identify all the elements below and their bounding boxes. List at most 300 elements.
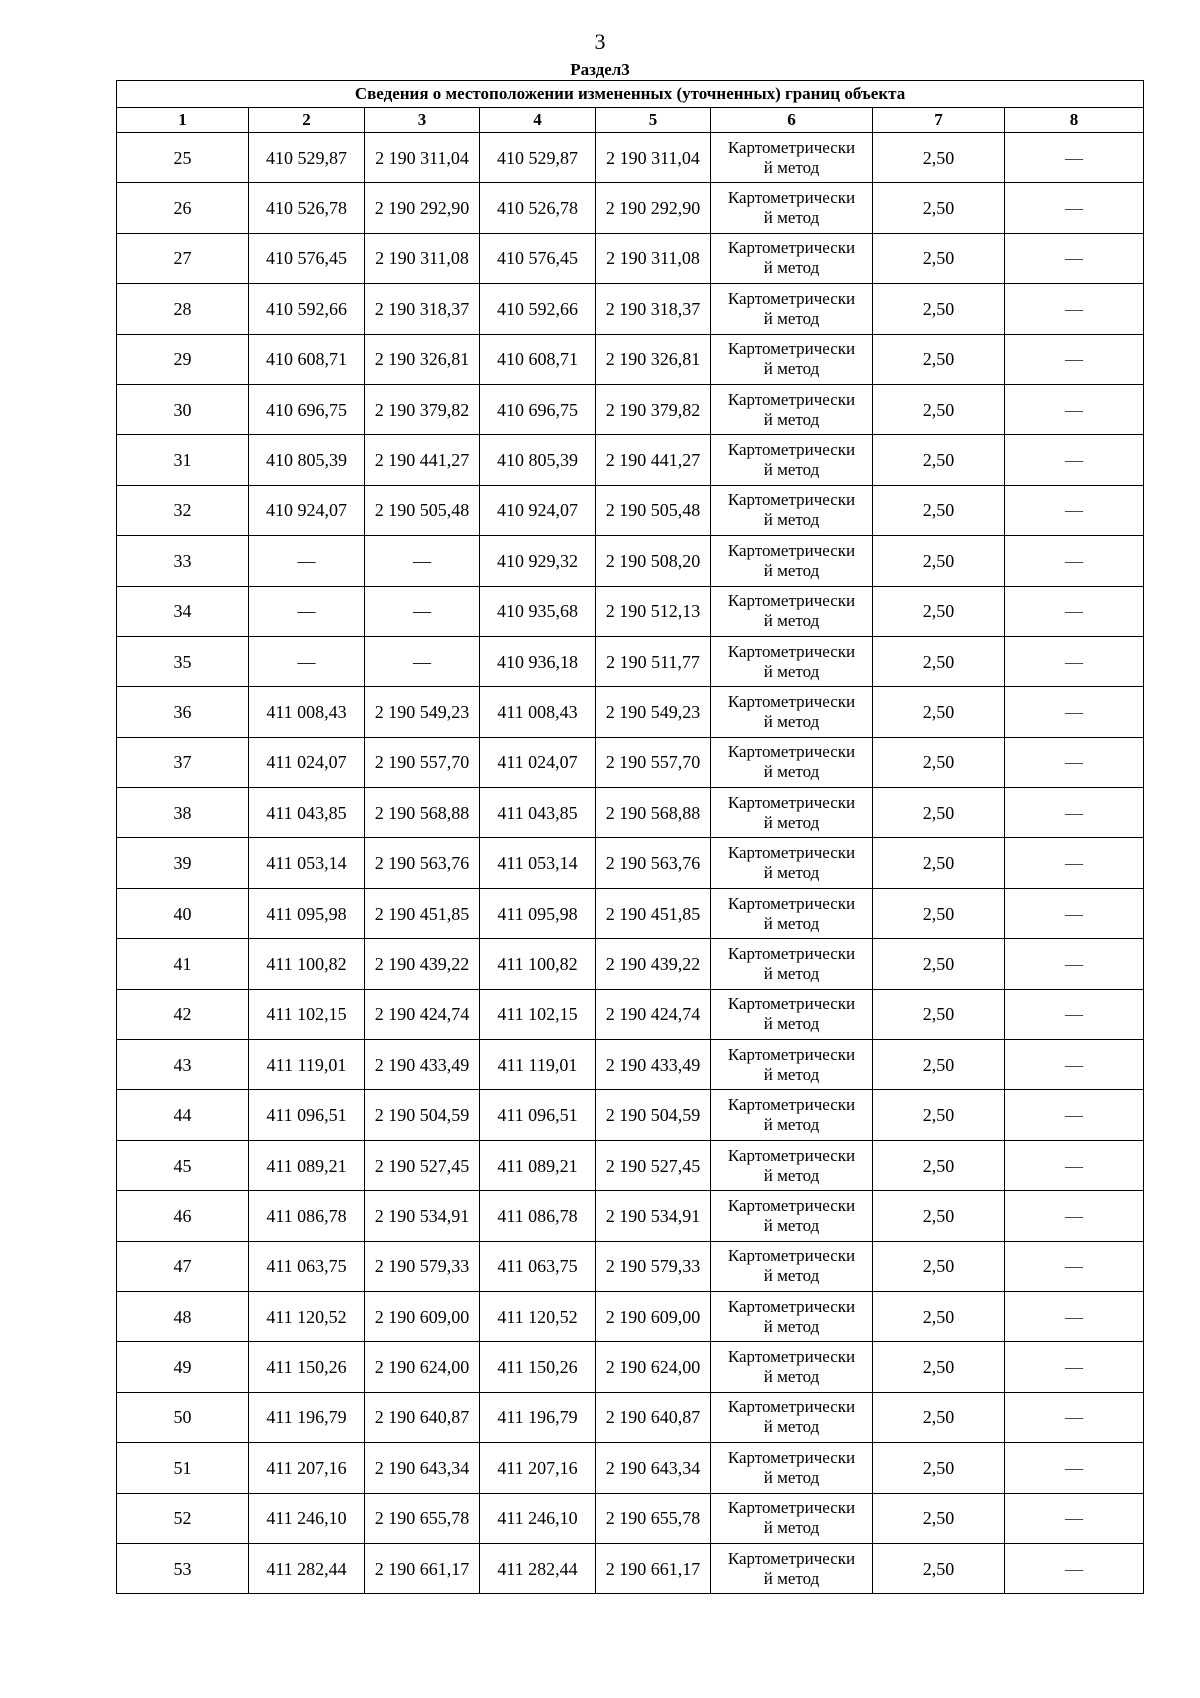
x-old-cell: 410 924,07 (249, 485, 365, 535)
column-number-5: 5 (596, 108, 711, 133)
point-number-cell: 37 (117, 737, 249, 787)
point-number-cell: 25 (117, 133, 249, 183)
accuracy-cell: 2,50 (873, 536, 1005, 586)
method-cell (711, 1241, 873, 1291)
method-line-2: й метод (763, 1215, 820, 1235)
table-row (117, 435, 1144, 485)
accuracy-cell: 2,50 (873, 888, 1005, 938)
point-number-cell: 36 (117, 687, 249, 737)
point-number-cell: 51 (117, 1443, 249, 1493)
method-line-1: Картометрически (727, 188, 856, 208)
method-cell (711, 838, 873, 888)
method-line-1: Картометрически (727, 440, 856, 460)
table-row (117, 284, 1144, 334)
x-old-cell: 411 096,51 (249, 1090, 365, 1140)
accuracy-cell: 2,50 (873, 636, 1005, 686)
table-row (117, 939, 1144, 989)
y-old-cell: 2 190 579,33 (365, 1241, 480, 1291)
method-cell (711, 888, 873, 938)
x-new-cell: 411 207,16 (480, 1443, 596, 1493)
method-line-1: Картометрически (727, 893, 856, 913)
accuracy-cell: 2,50 (873, 838, 1005, 888)
point-number-cell: 35 (117, 636, 249, 686)
method-line-2: й метод (763, 1518, 820, 1538)
column-8-cell: — (1005, 183, 1144, 233)
method-cell (711, 1040, 873, 1090)
column-number-8: 8 (1005, 108, 1144, 133)
method-line-2: й метод (763, 510, 820, 530)
method-cell (711, 536, 873, 586)
table-row (117, 1543, 1144, 1593)
y-new-cell: 2 190 568,88 (596, 788, 711, 838)
y-old-cell: 2 190 563,76 (365, 838, 480, 888)
table-caption: Сведения о местоположении измененных (уточненных) границ объекта (117, 81, 1144, 108)
point-number-cell: 43 (117, 1040, 249, 1090)
table-row (117, 788, 1144, 838)
column-number-7: 7 (873, 108, 1005, 133)
column-8-cell: — (1005, 334, 1144, 384)
x-old-cell: 411 063,75 (249, 1241, 365, 1291)
method-line-2: й метод (763, 460, 820, 480)
y-new-cell: 2 190 504,59 (596, 1090, 711, 1140)
y-old-cell: 2 190 534,91 (365, 1191, 480, 1241)
method-cell (711, 989, 873, 1039)
column-8-cell: — (1005, 1191, 1144, 1241)
y-new-cell: 2 190 505,48 (596, 485, 711, 535)
y-new-cell: 2 190 534,91 (596, 1191, 711, 1241)
column-8-cell: — (1005, 687, 1144, 737)
method-cell (711, 1342, 873, 1392)
point-number-cell: 50 (117, 1392, 249, 1442)
accuracy-cell: 2,50 (873, 737, 1005, 787)
y-new-cell: 2 190 527,45 (596, 1140, 711, 1190)
y-new-cell: 2 190 433,49 (596, 1040, 711, 1090)
x-old-cell: 410 696,75 (249, 384, 365, 434)
point-number-cell: 45 (117, 1140, 249, 1190)
y-old-cell: 2 190 433,49 (365, 1040, 480, 1090)
method-line-2: й метод (763, 1367, 820, 1387)
method-cell (711, 334, 873, 384)
y-new-cell: 2 190 424,74 (596, 989, 711, 1039)
method-cell (711, 1090, 873, 1140)
x-old-cell: 411 119,01 (249, 1040, 365, 1090)
table-row (117, 1090, 1144, 1140)
column-8-cell: — (1005, 1493, 1144, 1543)
y-new-cell: 2 190 563,76 (596, 838, 711, 888)
method-cell (711, 1493, 873, 1543)
method-cell (711, 384, 873, 434)
method-line-1: Картометрически (727, 1145, 856, 1165)
column-8-cell: — (1005, 435, 1144, 485)
x-old-cell: 411 246,10 (249, 1493, 365, 1543)
x-new-cell: 410 929,32 (480, 536, 596, 586)
x-new-cell: 411 119,01 (480, 1040, 596, 1090)
table-caption-row (117, 81, 1144, 108)
y-old-cell: 2 190 424,74 (365, 989, 480, 1039)
y-new-cell: 2 190 624,00 (596, 1342, 711, 1392)
method-line-1: Картометрически (727, 1044, 856, 1064)
method-line-1: Картометрически (727, 943, 856, 963)
method-cell (711, 1392, 873, 1442)
point-number-cell: 46 (117, 1191, 249, 1241)
column-8-cell: — (1005, 536, 1144, 586)
table-row (117, 384, 1144, 434)
column-number-6: 6 (711, 108, 873, 133)
table-row (117, 838, 1144, 888)
x-old-cell: 410 576,45 (249, 233, 365, 283)
y-old-cell: 2 190 661,17 (365, 1543, 480, 1593)
x-old-cell: 411 150,26 (249, 1342, 365, 1392)
method-line-1: Картометрически (727, 1548, 856, 1568)
method-line-1: Картометрически (727, 137, 856, 157)
accuracy-cell: 2,50 (873, 133, 1005, 183)
x-old-cell: — (249, 586, 365, 636)
method-cell (711, 1543, 873, 1593)
accuracy-cell: 2,50 (873, 435, 1005, 485)
column-8-cell: — (1005, 1443, 1144, 1493)
point-number-cell: 49 (117, 1342, 249, 1392)
method-line-1: Картометрически (727, 691, 856, 711)
y-old-cell: 2 190 451,85 (365, 888, 480, 938)
x-new-cell: 410 805,39 (480, 435, 596, 485)
accuracy-cell: 2,50 (873, 687, 1005, 737)
column-number-2: 2 (249, 108, 365, 133)
accuracy-cell: 2,50 (873, 1543, 1005, 1593)
column-8-cell: — (1005, 1543, 1144, 1593)
method-line-1: Картометрически (727, 641, 856, 661)
method-line-2: й метод (763, 1467, 820, 1487)
method-line-1: Картометрически (727, 843, 856, 863)
accuracy-cell: 2,50 (873, 334, 1005, 384)
point-number-cell: 27 (117, 233, 249, 283)
y-new-cell: 2 190 441,27 (596, 435, 711, 485)
x-new-cell: 411 086,78 (480, 1191, 596, 1241)
x-old-cell: — (249, 636, 365, 686)
table-row (117, 687, 1144, 737)
x-new-cell: 411 043,85 (480, 788, 596, 838)
column-8-cell: — (1005, 737, 1144, 787)
table-row (117, 636, 1144, 686)
point-number-cell: 47 (117, 1241, 249, 1291)
y-new-cell: 2 190 439,22 (596, 939, 711, 989)
y-old-cell: 2 190 655,78 (365, 1493, 480, 1543)
column-8-cell: — (1005, 636, 1144, 686)
x-new-cell: 411 282,44 (480, 1543, 596, 1593)
table-row (117, 1241, 1144, 1291)
method-line-2: й метод (763, 711, 820, 731)
method-cell (711, 687, 873, 737)
x-new-cell: 410 592,66 (480, 284, 596, 334)
point-number-cell: 26 (117, 183, 249, 233)
method-line-1: Картометрически (727, 1498, 856, 1518)
x-new-cell: 410 608,71 (480, 334, 596, 384)
column-8-cell: — (1005, 1090, 1144, 1140)
method-line-1: Картометрически (727, 1296, 856, 1316)
point-number-cell: 30 (117, 384, 249, 434)
column-8-cell: — (1005, 233, 1144, 283)
column-8-cell: — (1005, 1241, 1144, 1291)
method-line-1: Картометрически (727, 1447, 856, 1467)
method-line-1: Картометрически (727, 238, 856, 258)
method-line-2: й метод (763, 1165, 820, 1185)
method-line-1: Картометрически (727, 490, 856, 510)
x-old-cell: — (249, 536, 365, 586)
method-line-2: й метод (763, 1014, 820, 1034)
method-line-1: Картометрически (727, 1095, 856, 1115)
y-new-cell: 2 190 557,70 (596, 737, 711, 787)
column-8-cell: — (1005, 1291, 1144, 1341)
method-line-1: Картометрически (727, 1195, 856, 1215)
y-old-cell: 2 190 643,34 (365, 1443, 480, 1493)
y-old-cell: 2 190 311,08 (365, 233, 480, 283)
method-line-2: й метод (763, 560, 820, 580)
x-new-cell: 411 063,75 (480, 1241, 596, 1291)
method-line-2: й метод (763, 913, 820, 933)
column-8-cell: — (1005, 1342, 1144, 1392)
method-cell (711, 636, 873, 686)
x-old-cell: 410 592,66 (249, 284, 365, 334)
table-row (117, 737, 1144, 787)
method-line-1: Картометрически (727, 288, 856, 308)
y-old-cell: — (365, 536, 480, 586)
page-number: 3 (594, 29, 606, 54)
x-new-cell: 410 924,07 (480, 485, 596, 535)
x-old-cell: 411 086,78 (249, 1191, 365, 1241)
x-new-cell: 411 100,82 (480, 939, 596, 989)
method-line-1: Картометрически (727, 1397, 856, 1417)
method-line-2: й метод (763, 409, 820, 429)
column-8-cell: — (1005, 838, 1144, 888)
column-8-cell: — (1005, 485, 1144, 535)
point-number-cell: 38 (117, 788, 249, 838)
y-new-cell: 2 190 549,23 (596, 687, 711, 737)
x-new-cell: 411 024,07 (480, 737, 596, 787)
y-old-cell: — (365, 586, 480, 636)
method-line-2: й метод (763, 157, 820, 177)
method-cell (711, 1291, 873, 1341)
x-new-cell: 411 095,98 (480, 888, 596, 938)
y-old-cell: 2 190 640,87 (365, 1392, 480, 1442)
accuracy-cell: 2,50 (873, 1443, 1005, 1493)
y-old-cell: 2 190 557,70 (365, 737, 480, 787)
table-row (117, 485, 1144, 535)
method-cell (711, 788, 873, 838)
accuracy-cell: 2,50 (873, 1493, 1005, 1543)
method-cell (711, 737, 873, 787)
method-cell (711, 233, 873, 283)
column-8-cell: — (1005, 133, 1144, 183)
method-cell (711, 1191, 873, 1241)
accuracy-cell: 2,50 (873, 939, 1005, 989)
point-number-cell: 53 (117, 1543, 249, 1593)
x-old-cell: 411 100,82 (249, 939, 365, 989)
method-line-1: Картометрически (727, 540, 856, 560)
y-new-cell: 2 190 326,81 (596, 334, 711, 384)
y-old-cell: 2 190 292,90 (365, 183, 480, 233)
method-cell (711, 586, 873, 636)
x-new-cell: 411 053,14 (480, 838, 596, 888)
column-number-1: 1 (117, 108, 249, 133)
column-8-cell: — (1005, 939, 1144, 989)
method-line-1: Картометрически (727, 994, 856, 1014)
point-number-cell: 39 (117, 838, 249, 888)
x-new-cell: 411 008,43 (480, 687, 596, 737)
x-new-cell: 411 102,15 (480, 989, 596, 1039)
y-old-cell: 2 190 609,00 (365, 1291, 480, 1341)
point-number-cell: 28 (117, 284, 249, 334)
boundary-coordinates-table (116, 80, 1144, 1594)
method-line-2: й метод (763, 812, 820, 832)
column-8-cell: — (1005, 1040, 1144, 1090)
y-old-cell: 2 190 379,82 (365, 384, 480, 434)
method-line-2: й метод (763, 359, 820, 379)
x-new-cell: 410 696,75 (480, 384, 596, 434)
y-old-cell: — (365, 636, 480, 686)
y-old-cell: 2 190 311,04 (365, 133, 480, 183)
accuracy-cell: 2,50 (873, 1191, 1005, 1241)
y-old-cell: 2 190 568,88 (365, 788, 480, 838)
table-row (117, 1191, 1144, 1241)
y-new-cell: 2 190 379,82 (596, 384, 711, 434)
accuracy-cell: 2,50 (873, 384, 1005, 434)
table-row (117, 334, 1144, 384)
x-new-cell: 411 246,10 (480, 1493, 596, 1543)
point-number-cell: 52 (117, 1493, 249, 1543)
table-row (117, 1443, 1144, 1493)
point-number-cell: 29 (117, 334, 249, 384)
y-new-cell: 2 190 311,04 (596, 133, 711, 183)
section-title: Раздел3 (570, 60, 630, 79)
method-line-1: Картометрически (727, 1347, 856, 1367)
y-new-cell: 2 190 512,13 (596, 586, 711, 636)
point-number-cell: 41 (117, 939, 249, 989)
column-8-cell: — (1005, 888, 1144, 938)
column-8-cell: — (1005, 1392, 1144, 1442)
x-new-cell: 411 096,51 (480, 1090, 596, 1140)
method-line-1: Картометрически (727, 591, 856, 611)
point-number-cell: 44 (117, 1090, 249, 1140)
x-new-cell: 410 526,78 (480, 183, 596, 233)
x-old-cell: 411 207,16 (249, 1443, 365, 1493)
column-number-4: 4 (480, 108, 596, 133)
method-line-1: Картометрически (727, 389, 856, 409)
x-old-cell: 411 120,52 (249, 1291, 365, 1341)
method-line-1: Картометрически (727, 339, 856, 359)
column-8-cell: — (1005, 989, 1144, 1039)
method-line-2: й метод (763, 258, 820, 278)
y-new-cell: 2 190 451,85 (596, 888, 711, 938)
accuracy-cell: 2,50 (873, 1241, 1005, 1291)
accuracy-cell: 2,50 (873, 989, 1005, 1039)
y-new-cell: 2 190 508,20 (596, 536, 711, 586)
accuracy-cell: 2,50 (873, 284, 1005, 334)
y-new-cell: 2 190 511,77 (596, 636, 711, 686)
method-line-2: й метод (763, 863, 820, 883)
table-row (117, 586, 1144, 636)
method-line-2: й метод (763, 1568, 820, 1588)
x-new-cell: 410 576,45 (480, 233, 596, 283)
y-old-cell: 2 190 549,23 (365, 687, 480, 737)
method-cell (711, 485, 873, 535)
y-old-cell: 2 190 505,48 (365, 485, 480, 535)
method-line-2: й метод (763, 1266, 820, 1286)
table-row (117, 1342, 1144, 1392)
table-row (117, 888, 1144, 938)
table-row (117, 536, 1144, 586)
accuracy-cell: 2,50 (873, 586, 1005, 636)
point-number-cell: 32 (117, 485, 249, 535)
accuracy-cell: 2,50 (873, 1040, 1005, 1090)
y-old-cell: 2 190 439,22 (365, 939, 480, 989)
table-row (117, 1493, 1144, 1543)
x-new-cell: 410 529,87 (480, 133, 596, 183)
method-cell (711, 1140, 873, 1190)
method-line-2: й метод (763, 208, 820, 228)
y-new-cell: 2 190 292,90 (596, 183, 711, 233)
method-cell (711, 284, 873, 334)
x-old-cell: 410 526,78 (249, 183, 365, 233)
point-number-cell: 42 (117, 989, 249, 1039)
point-number-cell: 31 (117, 435, 249, 485)
table-row (117, 1392, 1144, 1442)
method-line-1: Картометрически (727, 792, 856, 812)
table-row (117, 133, 1144, 183)
x-old-cell: 411 282,44 (249, 1543, 365, 1593)
accuracy-cell: 2,50 (873, 183, 1005, 233)
x-old-cell: 411 024,07 (249, 737, 365, 787)
method-line-2: й метод (763, 611, 820, 631)
point-number-cell: 48 (117, 1291, 249, 1341)
x-old-cell: 411 102,15 (249, 989, 365, 1039)
method-line-2: й метод (763, 1115, 820, 1135)
y-new-cell: 2 190 661,17 (596, 1543, 711, 1593)
y-new-cell: 2 190 318,37 (596, 284, 711, 334)
y-new-cell: 2 190 311,08 (596, 233, 711, 283)
x-old-cell: 411 196,79 (249, 1392, 365, 1442)
table-row (117, 1291, 1144, 1341)
x-old-cell: 410 805,39 (249, 435, 365, 485)
method-line-2: й метод (763, 308, 820, 328)
y-new-cell: 2 190 655,78 (596, 1493, 711, 1543)
method-line-2: й метод (763, 1316, 820, 1336)
point-number-cell: 33 (117, 536, 249, 586)
x-old-cell: 411 053,14 (249, 838, 365, 888)
column-8-cell: — (1005, 384, 1144, 434)
x-old-cell: 411 089,21 (249, 1140, 365, 1190)
method-cell (711, 435, 873, 485)
column-8-cell: — (1005, 284, 1144, 334)
x-old-cell: 410 529,87 (249, 133, 365, 183)
table-row (117, 233, 1144, 283)
table-row (117, 1140, 1144, 1190)
accuracy-cell: 2,50 (873, 485, 1005, 535)
method-cell (711, 939, 873, 989)
x-new-cell: 410 936,18 (480, 636, 596, 686)
y-new-cell: 2 190 609,00 (596, 1291, 711, 1341)
table-row (117, 989, 1144, 1039)
accuracy-cell: 2,50 (873, 233, 1005, 283)
x-old-cell: 411 095,98 (249, 888, 365, 938)
table-row (117, 1040, 1144, 1090)
x-old-cell: 411 043,85 (249, 788, 365, 838)
y-new-cell: 2 190 640,87 (596, 1392, 711, 1442)
point-number-cell: 40 (117, 888, 249, 938)
x-new-cell: 411 196,79 (480, 1392, 596, 1442)
column-number-3: 3 (365, 108, 480, 133)
x-old-cell: 411 008,43 (249, 687, 365, 737)
y-old-cell: 2 190 326,81 (365, 334, 480, 384)
method-line-1: Картометрически (727, 1246, 856, 1266)
